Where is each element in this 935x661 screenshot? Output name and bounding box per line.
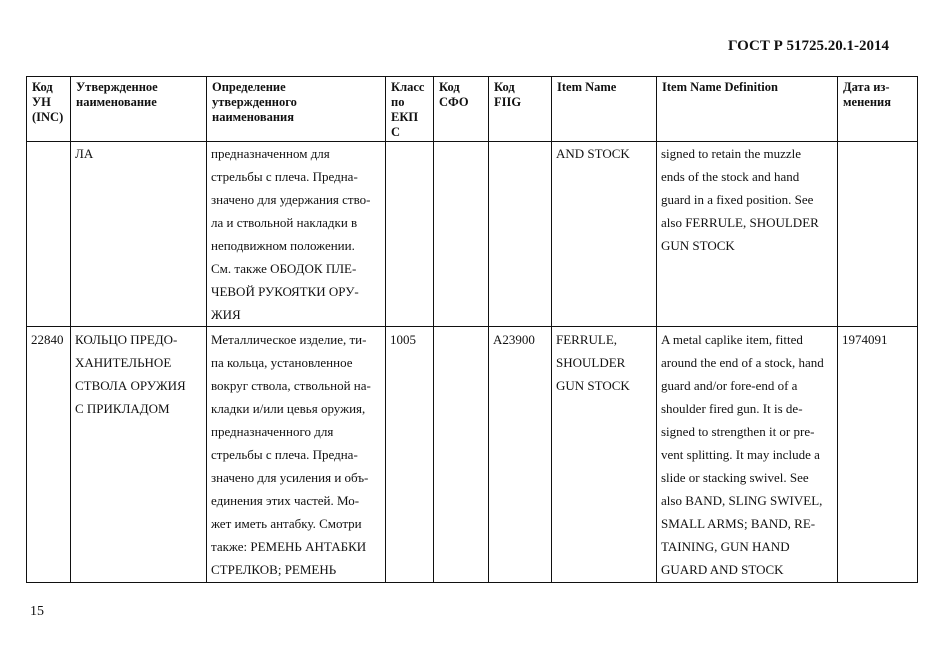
text-line: FIIG bbox=[494, 95, 522, 109]
header-fiig-code bbox=[489, 77, 552, 142]
text-line: Дата из- bbox=[843, 80, 890, 94]
header-sfo-code bbox=[434, 77, 489, 142]
text-line: shoulder fired gun. It is de- bbox=[661, 401, 803, 416]
text-line: signed to retain the muzzle bbox=[661, 146, 802, 161]
text-line: ЛА bbox=[75, 146, 94, 161]
text-line: ends of the stock and hand bbox=[661, 169, 800, 184]
header-class bbox=[386, 77, 434, 142]
text-line: Код bbox=[32, 80, 53, 94]
cell-inc bbox=[27, 327, 71, 583]
text-line: СФО bbox=[439, 95, 469, 109]
header-change-date bbox=[838, 77, 918, 142]
text-line: ЕКП bbox=[391, 110, 419, 124]
text-line: стрельбы с плеча. Предна- bbox=[211, 169, 358, 184]
text-line: Item Name bbox=[557, 80, 617, 94]
text-line: КОЛЬЦО ПРЕДО- bbox=[75, 332, 178, 347]
text-line: значено для усиления и объ- bbox=[211, 470, 369, 485]
text-line: slide or stacking swivel. See bbox=[661, 470, 809, 485]
text-line: Код bbox=[494, 80, 515, 94]
page-number: 15 bbox=[30, 604, 44, 619]
header-definition bbox=[207, 77, 386, 142]
text-line: С ПРИКЛАДОМ bbox=[75, 401, 170, 416]
header-item-name bbox=[552, 77, 657, 142]
text-line: 1974091 bbox=[842, 332, 888, 347]
cell-item-name-definition bbox=[657, 142, 838, 327]
text-line: па кольца, установленное bbox=[211, 355, 353, 370]
text-line: Металлическое изделие, ти- bbox=[211, 332, 367, 347]
text-line: жет иметь антабку. Смотри bbox=[211, 516, 362, 531]
text-line: УН bbox=[32, 95, 51, 109]
text-line: Код bbox=[439, 80, 460, 94]
text-line: С bbox=[391, 125, 401, 139]
text-line: SHOULDER bbox=[556, 355, 626, 370]
cell-fiig-code bbox=[489, 142, 552, 327]
text-line: GUN STOCK bbox=[661, 238, 735, 253]
text-line: also BAND, SLING SWIVEL, bbox=[661, 493, 823, 508]
text-line: ЖИЯ bbox=[211, 307, 241, 322]
cell-approved-name bbox=[71, 327, 207, 583]
cell-class bbox=[386, 142, 434, 327]
table-row bbox=[27, 327, 918, 583]
text-line: A metal caplike item, fitted bbox=[661, 332, 803, 347]
text-line: вокруг ствола, ствольной на- bbox=[211, 378, 371, 393]
header-item-name-definition bbox=[657, 77, 838, 142]
text-line: единения этих частей. Мо- bbox=[211, 493, 360, 508]
text-line: стрельбы с плеча. Предна- bbox=[211, 447, 358, 462]
text-line: предназначенного для bbox=[211, 424, 334, 439]
cell-definition bbox=[207, 142, 386, 327]
text-line: around the end of a stock, hand bbox=[661, 355, 824, 370]
cell-change-date bbox=[838, 142, 918, 327]
cell-inc bbox=[27, 142, 71, 327]
text-line: СТРЕЛКОВ; РЕМЕНЬ bbox=[211, 562, 337, 577]
text-line: guard and/or fore-end of a bbox=[661, 378, 798, 393]
table-header-row bbox=[27, 77, 918, 142]
text-line: (INC) bbox=[32, 110, 64, 124]
text-line: по bbox=[391, 95, 405, 109]
text-line: FERRULE, bbox=[556, 332, 618, 347]
cell-sfo-code bbox=[434, 327, 489, 583]
text-line: кладки и/или цевья оружия, bbox=[211, 401, 366, 416]
cell-change-date bbox=[838, 327, 918, 583]
cell-fiig-code bbox=[489, 327, 552, 583]
text-line: A23900 bbox=[493, 332, 535, 347]
header-inc bbox=[27, 77, 71, 142]
text-line: 1005 bbox=[390, 332, 416, 347]
text-line: Класс bbox=[391, 80, 425, 94]
text-line: TAINING, GUN HAND bbox=[661, 539, 790, 554]
text-line: Item Name Definition bbox=[662, 80, 778, 94]
cell-item-name bbox=[552, 327, 657, 583]
text-line: предназначенном для bbox=[211, 146, 330, 161]
text-line: наименования bbox=[212, 110, 295, 124]
text-line: signed to strengthen it or pre- bbox=[661, 424, 815, 439]
text-line: GUN STOCK bbox=[556, 378, 630, 393]
text-line: guard in a fixed position. See bbox=[661, 192, 814, 207]
text-line: См. также ОБОДОК ПЛЕ- bbox=[211, 261, 357, 276]
cell-item-name bbox=[552, 142, 657, 327]
text-line: также: РЕМЕНЬ АНТАБКИ bbox=[211, 539, 367, 554]
text-line: СТВОЛА ОРУЖИЯ bbox=[75, 378, 186, 393]
text-line: Утвержденное bbox=[76, 80, 158, 94]
text-line: наименование bbox=[76, 95, 157, 109]
text-line: ЧЕВОЙ РУКОЯТКИ ОРУ- bbox=[211, 284, 359, 299]
text-line: 22840 bbox=[31, 332, 64, 347]
text-line: менения bbox=[843, 95, 891, 109]
text-line: SMALL ARMS; BAND, RE- bbox=[661, 516, 816, 531]
text-line: значено для удержания ство- bbox=[211, 192, 371, 207]
text-line: ХАНИТЕЛЬНОЕ bbox=[75, 355, 172, 370]
header-approved-name bbox=[71, 77, 207, 142]
document-standard-number: ГОСТ Р 51725.20.1-2014 bbox=[727, 38, 889, 54]
cell-definition bbox=[207, 327, 386, 583]
cell-approved-name bbox=[71, 142, 207, 327]
cell-class bbox=[386, 327, 434, 583]
text-line: AND STOCK bbox=[556, 146, 630, 161]
text-line: Определение bbox=[212, 80, 286, 94]
cell-item-name-definition bbox=[657, 327, 838, 583]
text-line: утвержденного bbox=[212, 95, 297, 109]
catalog-table bbox=[26, 76, 918, 583]
text-line: vent splitting. It may include a bbox=[661, 447, 820, 462]
text-line: неподвижном положении. bbox=[211, 238, 355, 253]
text-line: also FERRULE, SHOULDER bbox=[661, 215, 819, 230]
table-row bbox=[27, 142, 918, 327]
text-line: ла и ствольной накладки в bbox=[211, 215, 358, 230]
text-line: GUARD AND STOCK bbox=[661, 562, 784, 577]
cell-sfo-code bbox=[434, 142, 489, 327]
